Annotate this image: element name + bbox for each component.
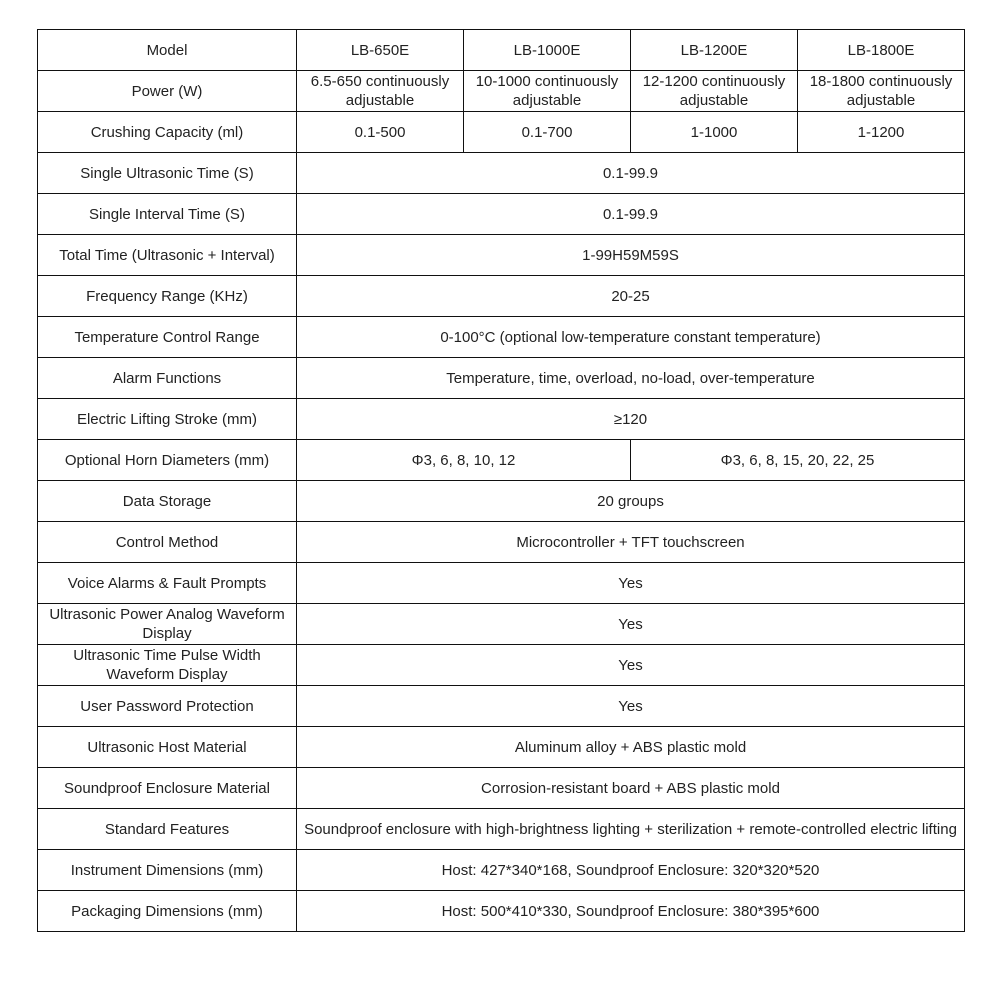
power-value: 18-1800 continuously adjustable [798, 71, 965, 112]
table-row [38, 850, 965, 891]
row-value: Yes [297, 563, 965, 604]
row-label: Instrument Dimensions (mm) [38, 850, 297, 891]
row-label: Frequency Range (KHz) [38, 276, 297, 317]
model-name: LB-1800E [798, 30, 965, 71]
table-row [38, 399, 965, 440]
horn-value: Φ3, 6, 8, 15, 20, 22, 25 [631, 440, 965, 481]
table-row [38, 686, 965, 727]
table-row [38, 727, 965, 768]
row-value: 0.1-99.9 [297, 153, 965, 194]
model-name: LB-650E [297, 30, 464, 71]
row-value: 20 groups [297, 481, 965, 522]
row-label: Voice Alarms & Fault Prompts [38, 563, 297, 604]
capacity-value: 1-1200 [798, 112, 965, 153]
row-value: 20-25 [297, 276, 965, 317]
model-name: LB-1000E [464, 30, 631, 71]
row-value: Temperature, time, overload, no-load, over-temperature [297, 358, 965, 399]
row-label: Ultrasonic Time Pulse Width Waveform Display [38, 645, 297, 686]
table-row [38, 276, 965, 317]
row-label: Model [38, 30, 297, 71]
row-label: Standard Features [38, 809, 297, 850]
table-row [38, 153, 965, 194]
table-row-model [38, 30, 965, 71]
model-name: LB-1200E [631, 30, 798, 71]
row-label: Data Storage [38, 481, 297, 522]
row-label: Single Interval Time (S) [38, 194, 297, 235]
table-row [38, 358, 965, 399]
row-label: Ultrasonic Host Material [38, 727, 297, 768]
row-value: 1-99H59M59S [297, 235, 965, 276]
row-value: Host: 427*340*168, Soundproof Enclosure: 320*320*520 [297, 850, 965, 891]
capacity-value: 0.1-500 [297, 112, 464, 153]
table-row [38, 194, 965, 235]
power-value: 6.5-650 continuously adjustable [297, 71, 464, 112]
row-label: Soundproof Enclosure Material [38, 768, 297, 809]
table-row-power [38, 71, 965, 112]
row-label: Single Ultrasonic Time (S) [38, 153, 297, 194]
row-value: Microcontroller + TFT touchscreen [297, 522, 965, 563]
spec-table [37, 29, 965, 932]
row-value: Yes [297, 645, 965, 686]
row-label: Alarm Functions [38, 358, 297, 399]
row-label: Optional Horn Diameters (mm) [38, 440, 297, 481]
row-label: User Password Protection [38, 686, 297, 727]
table-row [38, 891, 965, 932]
table-row [38, 809, 965, 850]
table-row [38, 235, 965, 276]
row-value: 0-100°C (optional low-temperature constant temperature) [297, 317, 965, 358]
power-value: 10-1000 continuously adjustable [464, 71, 631, 112]
table-row [38, 645, 965, 686]
power-value: 12-1200 continuously adjustable [631, 71, 798, 112]
row-value: Host: 500*410*330, Soundproof Enclosure: 380*395*600 [297, 891, 965, 932]
row-label: Control Method [38, 522, 297, 563]
row-label: Crushing Capacity (ml) [38, 112, 297, 153]
table-row [38, 604, 965, 645]
row-value: 0.1-99.9 [297, 194, 965, 235]
row-value: ≥120 [297, 399, 965, 440]
table-row [38, 563, 965, 604]
row-value: Corrosion-resistant board + ABS plastic mold [297, 768, 965, 809]
row-label: Temperature Control Range [38, 317, 297, 358]
capacity-value: 0.1-700 [464, 112, 631, 153]
row-label: Total Time (Ultrasonic + Interval) [38, 235, 297, 276]
row-label: Packaging Dimensions (mm) [38, 891, 297, 932]
table-row-horn [38, 440, 965, 481]
horn-value: Φ3, 6, 8, 10, 12 [297, 440, 631, 481]
capacity-value: 1-1000 [631, 112, 798, 153]
table-row [38, 317, 965, 358]
row-label: Ultrasonic Power Analog Waveform Display [38, 604, 297, 645]
row-value: Soundproof enclosure with high-brightness lighting + sterilization + remote-controlled electric lifting [297, 809, 965, 850]
spec-table-body [38, 30, 965, 932]
table-row [38, 481, 965, 522]
table-row-capacity [38, 112, 965, 153]
row-value: Yes [297, 604, 965, 645]
table-row [38, 768, 965, 809]
table-row [38, 522, 965, 563]
row-value: Yes [297, 686, 965, 727]
row-label: Electric Lifting Stroke (mm) [38, 399, 297, 440]
row-label: Power (W) [38, 71, 297, 112]
row-value: Aluminum alloy + ABS plastic mold [297, 727, 965, 768]
